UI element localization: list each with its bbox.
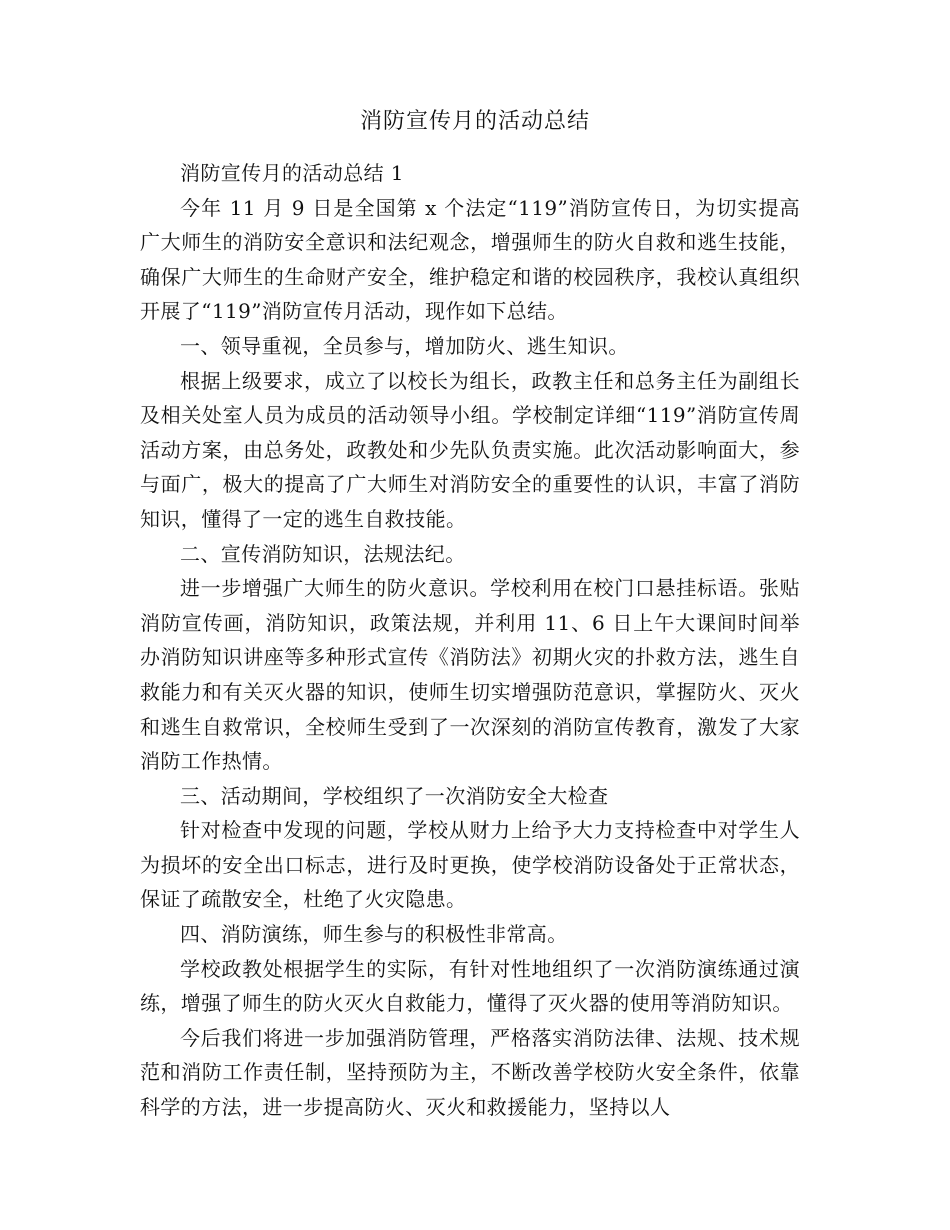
paragraph-leadership: 根据上级要求，成立了以校长为组长，政教主任和总务主任为副组长及相关处室人员为成员的活动领导小组。学校制定详细“119”消防宣传周活动方案，由总务处，政教处和少先队负责实施。此次活动影响面大，参与面广，极大的提高了广大师生对消防安全的重要性的认识，丰富了消防知识，懂得了一定的逃生自救技能。: [140, 368, 800, 531]
document-body: [140, 156, 800, 1125]
paragraph-publicity: 进一步增强广大师生的防火意识。学校利用在校门口悬挂标语。张贴消防宣传画，消防知识，政策法规，并利用 11、6 日上午大课间时间举办消防知识讲座等多种形式宣传《消防法》初期火灾的扑救方法，逃生自救能力和有关灭火器的知识，使师生切实增强防范意识，掌握防火、灭火和逃生自救常识，全校师生受到了一次深刻的消防宣传教育，激发了大家消防工作热情。: [140, 576, 800, 774]
paragraph-conclusion: 今后我们将进一步加强消防管理，严格落实消防法律、法规、技术规范和消防工作责任制，坚持预防为主，不断改善学校防火安全条件，依靠科学的方法，进一步提高防火、灭火和救援能力，坚持以人: [140, 1025, 800, 1120]
document-title: 消防宣传月的活动总结: [359, 109, 590, 134]
section-heading-1: 消防宣传月的活动总结 1: [180, 161, 404, 185]
paragraph-inspection: 针对检查中发现的问题，学校从财力上给予大力支持检查中对学生人为损坏的安全出口标志，进行及时更换，使学校消防设备处于正常状态，保证了疏散安全，杜绝了火灾隐患。: [140, 818, 800, 912]
section-heading-drill: 四、消防演练，师生参与的积极性非常高。: [180, 922, 568, 947]
paragraph-drill: 学校政教处根据学生的实际，有针对性地组织了一次消防演练通过演练，增强了师生的防火灭火自救能力，懂得了灭火器的使用等消防知识。: [140, 956, 800, 1016]
section-heading-leadership: 一、领导重视，全员参与，增加防火、逃生知识。: [180, 333, 629, 358]
paragraph-intro: 今年 11 月 9 日是全国第 x 个法定“119”消防宣传日，为切实提高广大师生的消防安全意识和法纪观念，增强师生的防火自救和逃生技能，确保广大师生的生命财产安全，维护稳定和谐的校园秩序，我校认真组织开展了“119”消防宣传月活动，现作如下总结。: [140, 195, 800, 324]
section-heading-publicity: 二、宣传消防知识，法规法纪。: [180, 541, 466, 566]
section-heading-inspection: 三、活动期间，学校组织了一次消防安全大检查: [180, 783, 609, 808]
